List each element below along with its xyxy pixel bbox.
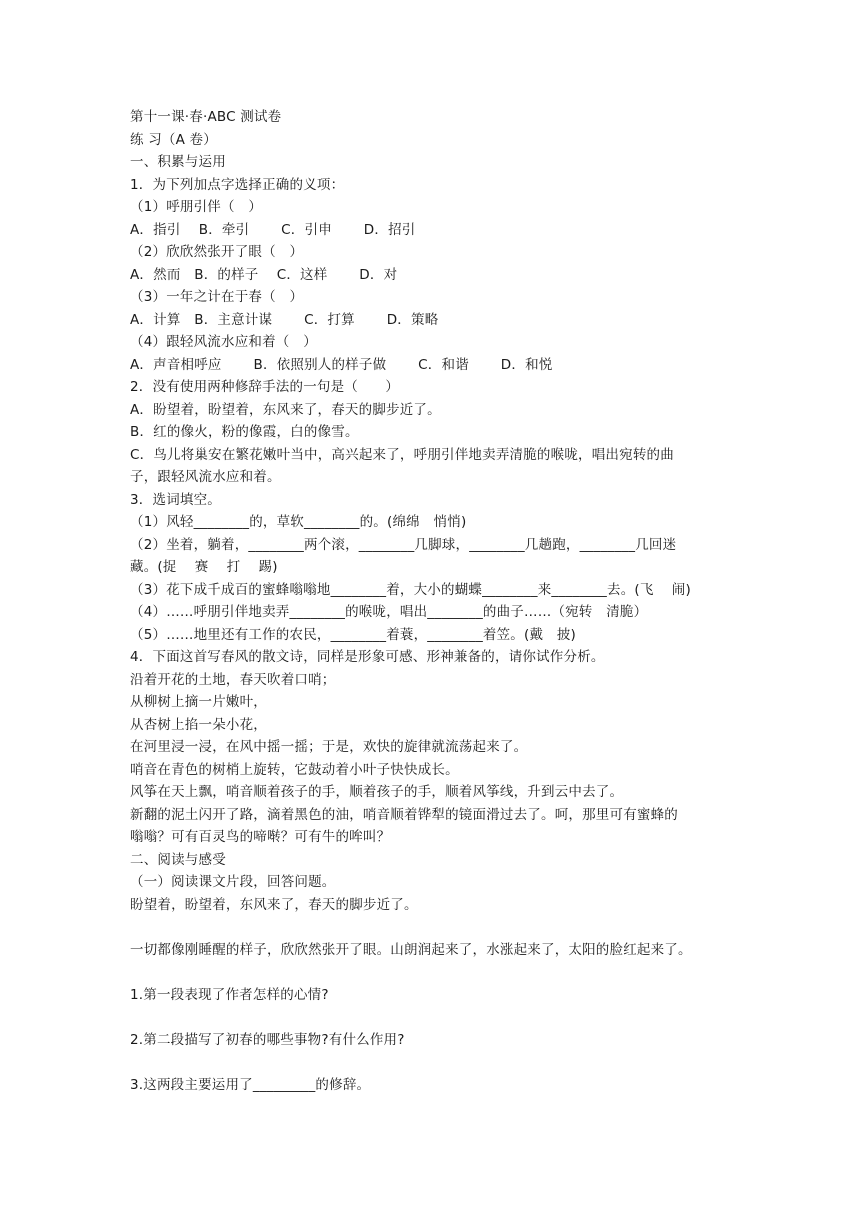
option-c-continued: 子，跟轻风流水应和着。 bbox=[130, 469, 281, 485]
reading-paragraph: 一切都像刚睡醒的样子，欣欣然张开了眼。山朗润起来了，水涨起来了，太阳的脸红起来了。 bbox=[130, 941, 692, 958]
document-title: 第十一课·春·ABC 测试卷 bbox=[130, 109, 282, 125]
fill-blank-line: （3）花下成千成百的蜜蜂嗡嗡地________着，大小的蝴蝶________来________去。(飞 闹) bbox=[130, 581, 691, 598]
poem-line: 嗡嗡？可有百灵鸟的啼啭？可有牛的哞叫？ bbox=[130, 829, 391, 845]
poem-line: 哨音在青色的树梢上旋转，它鼓动着小叶子快快成长。 bbox=[130, 761, 459, 778]
section-heading: 二、阅读与感受 bbox=[130, 851, 226, 868]
reading-paragraph: 盼望着，盼望着，东风来了，春天的脚步近了。 bbox=[130, 896, 418, 913]
blank-line bbox=[130, 961, 736, 984]
reading-question: 2.第二段描写了初春的哪些事物?有什么作用? bbox=[130, 1031, 405, 1048]
document-subtitle: 练 习（A 卷） bbox=[130, 131, 217, 148]
poem-line: 在河里浸一浸，在风中摇一摇；于是，欢快的旋律就流荡起来了。 bbox=[130, 739, 528, 755]
option-b: B．红的像火，粉的像霞，白的像雪。 bbox=[130, 424, 359, 440]
poem-line: 从杏树上掐一朵小花， bbox=[130, 716, 267, 733]
fill-blank-line: （1）风轻________的，草软________的。(绵绵 悄悄) bbox=[130, 514, 467, 530]
option-a: A．盼望着，盼望着，东风来了，春天的脚步近了。 bbox=[130, 401, 441, 418]
question-item: （3）一年之计在于春（ ） bbox=[130, 289, 304, 305]
section-heading: 一、积累与运用 bbox=[130, 154, 226, 170]
fill-blank-line: 藏。(捉 赛 打 踢) bbox=[130, 559, 278, 575]
option-c: C．鸟儿将巢安在繁花嫩叶当中，高兴起来了，呼朋引伴地卖弄清脆的喉咙，唱出宛转的曲 bbox=[130, 446, 674, 463]
question-options: A．计算 B．主意计谋 C．打算 D．策略 bbox=[130, 311, 439, 328]
blank-line bbox=[130, 916, 736, 939]
question-stem: 1．为下列加点字选择正确的义项： bbox=[130, 176, 345, 193]
reading-question: 3.这两段主要运用了_________的修辞。 bbox=[130, 1076, 371, 1093]
question-item: （2）欣欣然张开了眼（ ） bbox=[130, 244, 304, 260]
question-stem: 2．没有使用两种修辞手法的一句是（ ） bbox=[130, 379, 400, 395]
blank-line bbox=[130, 1006, 736, 1029]
question-stem: 4．下面这首写春风的散文诗，同样是形象可感、形神兼备的，请你试作分析。 bbox=[130, 649, 605, 665]
question-stem: 3．选词填空。 bbox=[130, 491, 221, 508]
fill-blank-line: （4）……呼朋引伴地卖弄________的喉咙，唱出________的曲子……（宛转 清脆） bbox=[130, 604, 648, 620]
poem-line: 风筝在天上飘，哨音顺着孩子的手，顺着孩子的手，顺着风筝线，升到云中去了。 bbox=[130, 784, 624, 800]
question-options: A．指引 B．牵引 C．引申 D．招引 bbox=[130, 221, 416, 238]
poem-line: 沿着开花的土地，春天吹着口哨； bbox=[130, 671, 336, 688]
blank-line bbox=[130, 1051, 736, 1074]
fill-blank-line: （5）……地里还有工作的农民，________着蓑，________着笠。(戴 披) bbox=[130, 626, 577, 643]
question-item: （4）跟轻风流水应和着（ ） bbox=[130, 334, 317, 350]
poem-line: 新翻的泥土闪开了路，滴着黑色的油，哨音顺着铧犁的镜面滑过去了。呵，那里可有蜜蜂的 bbox=[130, 806, 678, 823]
fill-blank-line: （2）坐着，躺着，________两个滚，________几脚球，________几趟跑，________几回迷 bbox=[130, 536, 677, 553]
poem-line: 从柳树上摘一片嫩叶， bbox=[130, 694, 267, 710]
reading-intro: （一）阅读课文片段，回答问题。 bbox=[130, 874, 336, 890]
document-body bbox=[130, 106, 736, 1096]
question-item: （1）呼朋引伴（ ） bbox=[130, 199, 263, 215]
reading-question: 1.第一段表现了作者怎样的心情? bbox=[130, 986, 329, 1003]
question-options: A．然而 B．的样子 C．这样 D．对 bbox=[130, 266, 398, 283]
question-options: A．声音相呼应 B．依照别人的样子做 C．和谐 D．和悦 bbox=[130, 356, 553, 373]
